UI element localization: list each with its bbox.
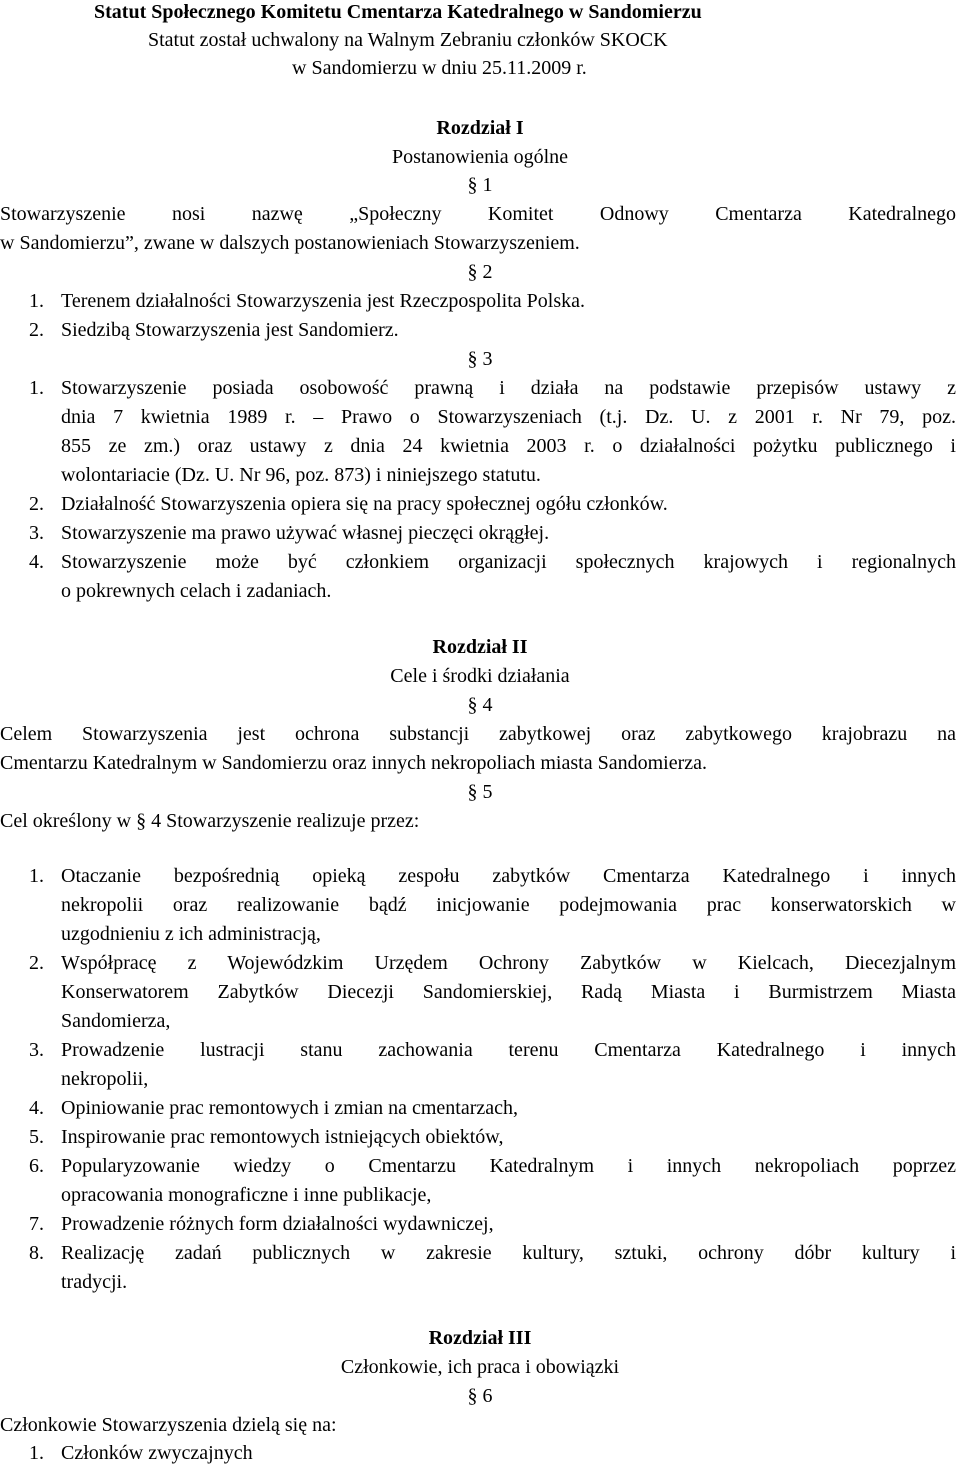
list-number: 5. <box>29 1126 44 1148</box>
section-5-item-2-line2: Konserwatorem Zabytków Diecezji Sandomierskiej, Radą Miasta i Burmistrzem Miasta <box>61 981 956 1003</box>
list-number: 1. <box>29 290 44 312</box>
list-number: 1. <box>29 1442 44 1464</box>
section-3-item-1-line1: Stowarzyszenie posiada osobowość prawną i działa na podstawie przepisów ustawy z <box>61 377 956 399</box>
section-5-item-3-line2: nekropolii, <box>61 1068 149 1090</box>
chapter-3-title: Rozdział III <box>428 1327 532 1349</box>
list-number: 2. <box>29 493 44 515</box>
section-4-text-line2: Cmentarzu Katedralnym w Sandomierzu oraz innych nekropoliach miasta Sandomierza. <box>0 752 707 774</box>
list-number: 2. <box>29 319 44 341</box>
section-1-text-line2: w Sandomierzu”, zwane w dalszych postanowieniach Stowarzyszeniem. <box>0 232 580 254</box>
section-3-item-2: Działalność Stowarzyszenia opiera się na pracy społecznej ogółu członków. <box>61 493 668 515</box>
list-number: 6. <box>29 1155 44 1177</box>
adoption-note-line1: Statut został uchwalony na Walnym Zebraniu członków SKOCK <box>148 29 668 51</box>
list-number: 8. <box>29 1242 44 1264</box>
section-5-item-3-line1: Prowadzenie lustracji stanu zachowania terenu Cmentarza Katedralnego i innych <box>61 1039 956 1061</box>
section-5-item-2-line3: Sandomierza, <box>61 1010 171 1032</box>
section-5-heading: § 5 <box>467 781 493 803</box>
section-5-item-4: Opiniowanie prac remontowych i zmian na cmentarzach, <box>61 1097 519 1119</box>
section-6-heading: § 6 <box>467 1385 493 1407</box>
chapter-3-subtitle: Członkowie, ich praca i obowiązki <box>340 1356 620 1378</box>
section-5-item-1-line1: Otaczanie bezpośrednią opieką zespołu zabytków Cmentarza Katedralnego i innych <box>61 865 956 887</box>
section-3-item-1-line4: wolontariacie (Dz. U. Nr 96, poz. 873) i niniejszego statutu. <box>61 464 541 486</box>
section-3-item-4-line2: o pokrewnych celach i zadaniach. <box>61 580 332 602</box>
section-3-item-3: Stowarzyszenie ma prawo używać własnej pieczęci okrągłej. <box>61 522 550 544</box>
section-5-item-6-line2: opracowania monograficzne i inne publikacje, <box>61 1184 432 1206</box>
chapter-2-subtitle: Cele i środki działania <box>390 665 570 687</box>
section-3-heading: § 3 <box>467 348 493 370</box>
section-5-item-5: Inspirowanie prac remontowych istniejących obiektów, <box>61 1126 504 1148</box>
list-number: 3. <box>29 522 44 544</box>
list-number: 7. <box>29 1213 44 1235</box>
list-number: 2. <box>29 952 44 974</box>
section-3-item-1-line3: 855 ze zm.) oraz ustawy z dnia 24 kwietnia 2003 r. o działalności pożytku publicznego i <box>61 435 956 457</box>
section-2-item-1: Terenem działalności Stowarzyszenia jest Rzeczpospolita Polska. <box>61 290 585 312</box>
section-5-item-1-line2: nekropolii oraz realizowanie bądź inicjowanie podejmowania prac konserwatorskich w <box>61 894 956 916</box>
section-6-item-1: Członków zwyczajnych <box>61 1442 253 1464</box>
section-5-item-1-line3: uzgodnieniu z ich administracją, <box>61 923 321 945</box>
adoption-note-line2: w Sandomierzu w dniu 25.11.2009 r. <box>292 57 587 79</box>
section-1-text-line1: Stowarzyszenie nosi nazwę „Społeczny Komitet Odnowy Cmentarza Katedralnego <box>0 203 956 225</box>
section-6-intro: Członkowie Stowarzyszenia dzielą się na: <box>0 1414 337 1436</box>
section-2-heading: § 2 <box>467 261 493 283</box>
list-number: 1. <box>29 377 44 399</box>
list-number: 4. <box>29 551 44 573</box>
section-1-heading: § 1 <box>467 174 493 196</box>
section-5-item-8-line1: Realizację zadań publicznych w zakresie kultury, sztuki, ochrony dóbr kultury i <box>61 1242 956 1264</box>
chapter-1-subtitle: Postanowienia ogólne <box>391 146 569 168</box>
document-title: Statut Społecznego Komitetu Cmentarza Katedralnego w Sandomierzu <box>94 1 702 23</box>
section-2-item-2: Siedzibą Stowarzyszenia jest Sandomierz. <box>61 319 399 341</box>
section-4-text-line1: Celem Stowarzyszenia jest ochrona substancji zabytkowej oraz zabytkowego krajobrazu na <box>0 723 956 745</box>
list-number: 1. <box>29 865 44 887</box>
section-5-intro: Cel określony w § 4 Stowarzyszenie realizuje przez: <box>0 810 420 832</box>
section-5-item-7: Prowadzenie różnych form działalności wydawniczej, <box>61 1213 494 1235</box>
section-5-item-8-line2: tradycji. <box>61 1271 128 1293</box>
section-5-item-6-line1: Popularyzowanie wiedzy o Cmentarzu Katedralnym i innych nekropoliach poprzez <box>61 1155 956 1177</box>
section-3-item-4-line1: Stowarzyszenie może być członkiem organizacji społecznych krajowych i regionalnych <box>61 551 956 573</box>
list-number: 4. <box>29 1097 44 1119</box>
section-4-heading: § 4 <box>467 694 493 716</box>
section-5-item-2-line1: Współpracę z Wojewódzkim Urzędem Ochrony Zabytków w Kielcach, Diecezjalnym <box>61 952 956 974</box>
list-number: 3. <box>29 1039 44 1061</box>
chapter-2-title: Rozdział II <box>432 636 528 658</box>
chapter-1-title: Rozdział I <box>436 117 524 139</box>
section-3-item-1-line2: dnia 7 kwietnia 1989 r. – Prawo o Stowarzyszeniach (t.j. Dz. U. z 2001 r. Nr 79, poz. <box>61 406 956 428</box>
